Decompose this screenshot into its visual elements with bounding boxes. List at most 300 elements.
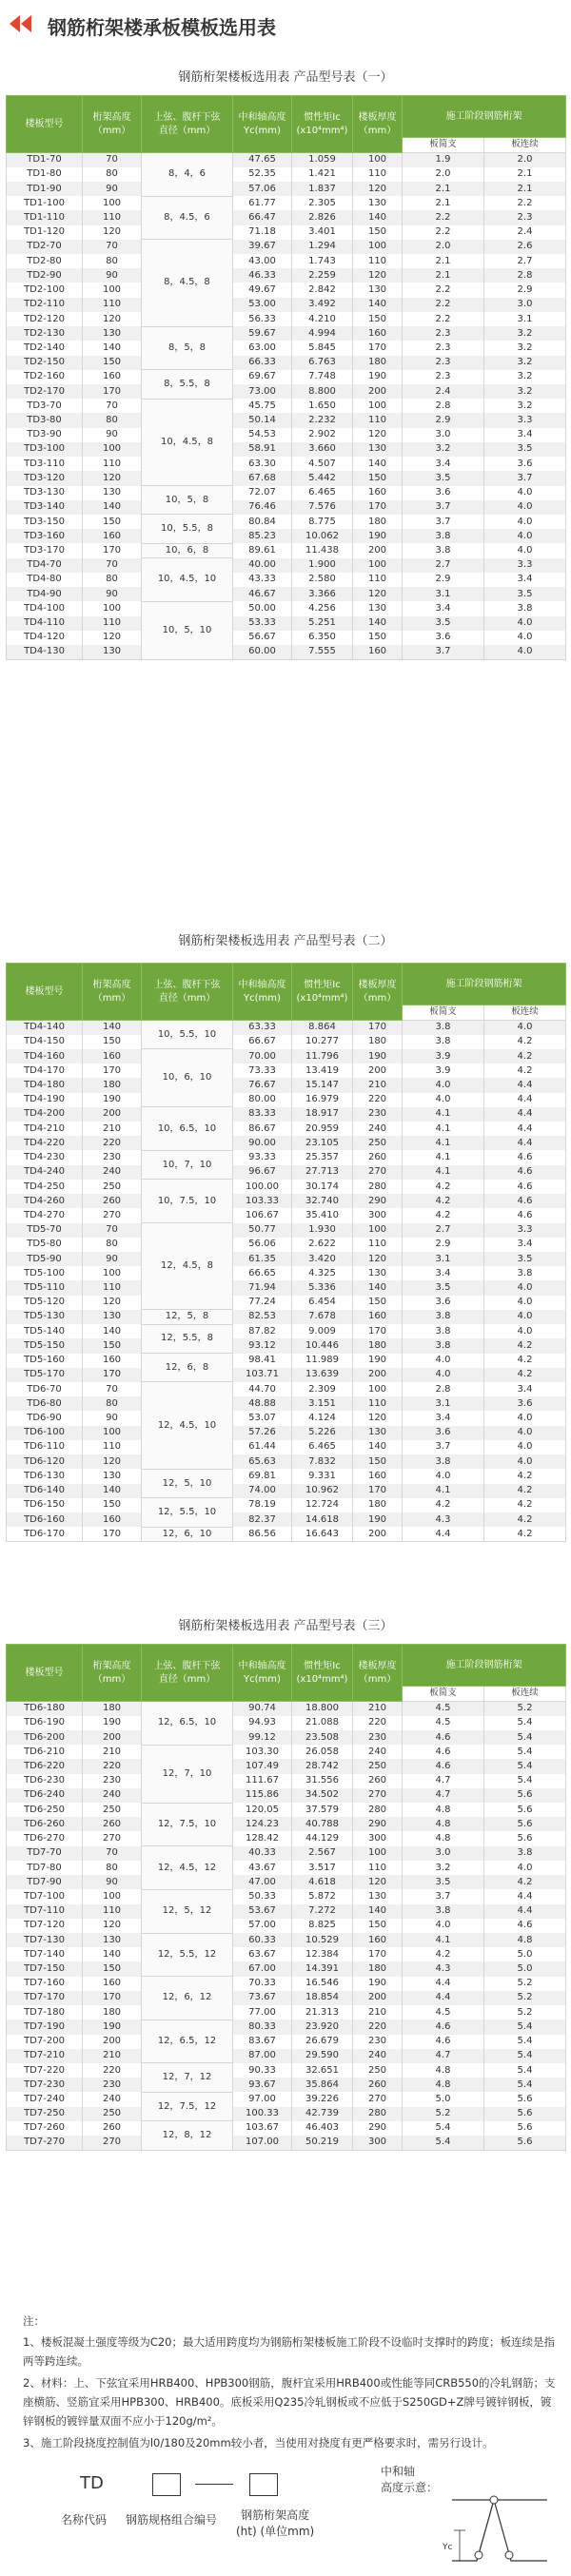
table-row bbox=[7, 2005, 566, 2020]
table-cell: 21.088 bbox=[292, 1716, 353, 1730]
table-cell: 260 bbox=[353, 2078, 403, 2092]
table-cell: 7.678 bbox=[292, 1310, 353, 1324]
table-cell: 3.7 bbox=[403, 500, 484, 515]
column-header: 楼板型号 bbox=[7, 1645, 83, 1702]
table-cell: 260 bbox=[83, 1194, 142, 1208]
bar-diameter-cell: 10，5.5，10 bbox=[142, 1021, 233, 1049]
table-row bbox=[7, 1977, 566, 1991]
table-cell: 124.23 bbox=[233, 1817, 292, 1831]
table-cell: 4.4 bbox=[484, 1136, 566, 1150]
bar-diameter-cell: 10，4.5，10 bbox=[142, 558, 233, 602]
table-cell: 26.058 bbox=[292, 1745, 353, 1759]
table-cell: 300 bbox=[353, 1208, 403, 1222]
table-cell: 3.8 bbox=[403, 1310, 484, 1324]
table-cell: 35.864 bbox=[292, 2078, 353, 2092]
table-cell: 5.2 bbox=[403, 2107, 484, 2121]
table-cell: 250 bbox=[353, 2063, 403, 2078]
table-cell: TD7-270 bbox=[7, 2136, 83, 2150]
table-cell: 2.8 bbox=[403, 399, 484, 413]
table-cell: 2.8 bbox=[484, 268, 566, 283]
table-cell: 18.800 bbox=[292, 1702, 353, 1716]
table-cell: 4.1 bbox=[403, 1136, 484, 1150]
table-cell: 4.6 bbox=[403, 2035, 484, 2049]
table-cell: 8.775 bbox=[292, 515, 353, 529]
table-cell: 10.446 bbox=[292, 1338, 353, 1353]
table-row bbox=[7, 515, 566, 529]
table-cell: 240 bbox=[83, 2092, 142, 2106]
table-cell: TD4-170 bbox=[7, 1064, 83, 1078]
table-cell: 200 bbox=[353, 384, 403, 399]
table-cell: 3.0 bbox=[403, 1846, 484, 1861]
table-cell: 260 bbox=[353, 1150, 403, 1164]
table-row bbox=[7, 1396, 566, 1411]
table-row bbox=[7, 1991, 566, 2005]
table-cell: 170 bbox=[83, 1991, 142, 2005]
table-row bbox=[7, 529, 566, 543]
table-cell: 3.9 bbox=[403, 1049, 484, 1064]
table-cell: 5.6 bbox=[484, 1831, 566, 1845]
table-cell: 4.1 bbox=[403, 1165, 484, 1180]
table-cell: 97.00 bbox=[233, 2092, 292, 2106]
table-cell: 90.33 bbox=[233, 2063, 292, 2078]
table-cell: 170 bbox=[83, 543, 142, 557]
table-cell: 4.2 bbox=[484, 1469, 566, 1483]
table-cell: 180 bbox=[83, 1078, 142, 1092]
table-cell: 200 bbox=[353, 1991, 403, 2005]
table-title: 钢筋桁架楼板选用表 产品型号表（一） bbox=[178, 70, 393, 85]
table-cell: 4.6 bbox=[484, 1919, 566, 1933]
sub-column-header: 板简支 bbox=[403, 138, 484, 153]
table-cell: TD6-90 bbox=[7, 1411, 83, 1425]
table-row bbox=[7, 1759, 566, 1773]
table-cell: 66.67 bbox=[233, 1035, 292, 1049]
notes-title: 注： bbox=[23, 2314, 45, 2328]
table-cell: 46.67 bbox=[233, 587, 292, 601]
table-cell: 170 bbox=[353, 500, 403, 515]
table-cell: TD6-260 bbox=[7, 1817, 83, 1831]
table-cell: 4.325 bbox=[292, 1266, 353, 1280]
table-cell: TD4-80 bbox=[7, 573, 83, 587]
table-cell: 8.864 bbox=[292, 1021, 353, 1035]
table-cell: 4.256 bbox=[292, 601, 353, 615]
table-cell: TD6-110 bbox=[7, 1440, 83, 1454]
table-cell: TD4-250 bbox=[7, 1180, 83, 1194]
table-cell: 120 bbox=[83, 1296, 142, 1310]
table-cell: 106.67 bbox=[233, 1208, 292, 1222]
table-row bbox=[7, 1933, 566, 1947]
table-row bbox=[7, 1338, 566, 1353]
table-cell: 160 bbox=[353, 1310, 403, 1324]
table-cell: TD5-160 bbox=[7, 1354, 83, 1368]
table-cell: 210 bbox=[83, 1745, 142, 1759]
table-cell: 70.00 bbox=[233, 1049, 292, 1064]
table-cell: 5.4 bbox=[403, 2121, 484, 2136]
table-row bbox=[7, 486, 566, 500]
table-cell: 290 bbox=[353, 2121, 403, 2136]
table-cell: 230 bbox=[353, 1107, 403, 1122]
table-cell: 82.53 bbox=[233, 1310, 292, 1324]
table-cell: 140 bbox=[353, 210, 403, 224]
table-cell: 3.5 bbox=[484, 442, 566, 457]
table-cell: 3.420 bbox=[292, 1252, 353, 1266]
bar-diameter-cell: 8，4.5，8 bbox=[142, 240, 233, 326]
table-cell: 300 bbox=[353, 1831, 403, 1845]
table-row bbox=[7, 1846, 566, 1861]
table-cell: 2.580 bbox=[292, 573, 353, 587]
table-cell: 5.845 bbox=[292, 341, 353, 355]
table-cell: 4.1 bbox=[403, 1107, 484, 1122]
table-cell: 110 bbox=[83, 1904, 142, 1919]
table-cell: 4.2 bbox=[403, 1498, 484, 1512]
table-cell: 94.93 bbox=[233, 1716, 292, 1730]
table-cell: 180 bbox=[353, 1035, 403, 1049]
table-row bbox=[7, 1831, 566, 1845]
table-cell: 14.391 bbox=[292, 1961, 353, 1976]
table-cell: 140 bbox=[353, 1280, 403, 1295]
table-cell: 3.401 bbox=[292, 225, 353, 240]
table-cell: 57.06 bbox=[233, 182, 292, 196]
table-cell: 15.147 bbox=[292, 1078, 353, 1092]
table-cell: 140 bbox=[353, 1440, 403, 1454]
table-row bbox=[7, 2035, 566, 2049]
table-cell: 2.2 bbox=[403, 312, 484, 326]
table-cell: 190 bbox=[353, 1512, 403, 1527]
table-cell: 78.19 bbox=[233, 1498, 292, 1512]
table-cell: 49.67 bbox=[233, 283, 292, 297]
table-row bbox=[7, 428, 566, 442]
table-cell: 4.6 bbox=[403, 2020, 484, 2034]
table-cell: 3.1 bbox=[403, 587, 484, 601]
table-cell: 23.105 bbox=[292, 1136, 353, 1150]
table-cell: 120 bbox=[353, 428, 403, 442]
table-cell: 53.67 bbox=[233, 1904, 292, 1919]
table-cell: TD6-150 bbox=[7, 1498, 83, 1512]
table-cell: TD6-130 bbox=[7, 1469, 83, 1483]
table-cell: 220 bbox=[353, 1716, 403, 1730]
table-cell: 4.2 bbox=[484, 1368, 566, 1382]
table-cell: 53.07 bbox=[233, 1411, 292, 1425]
table-cell: 3.660 bbox=[292, 442, 353, 457]
table-cell: 86.67 bbox=[233, 1122, 292, 1136]
table-cell: 3.6 bbox=[403, 631, 484, 645]
table-row bbox=[7, 1889, 566, 1903]
table-cell: 140 bbox=[353, 616, 403, 631]
table-cell: 8.825 bbox=[292, 1919, 353, 1933]
table-row bbox=[7, 616, 566, 631]
table-cell: 240 bbox=[83, 1788, 142, 1803]
table-cell: 150 bbox=[353, 1919, 403, 1933]
table-cell: 5.872 bbox=[292, 1889, 353, 1903]
table-cell: 4.3 bbox=[403, 1961, 484, 1976]
table-cell: TD6-180 bbox=[7, 1702, 83, 1716]
table-cell: 4.4 bbox=[484, 1904, 566, 1919]
table-cell: TD5-110 bbox=[7, 1280, 83, 1295]
table-row bbox=[7, 442, 566, 457]
table-cell: 13.419 bbox=[292, 1064, 353, 1078]
table-row bbox=[7, 225, 566, 240]
table-cell: 3.0 bbox=[403, 428, 484, 442]
table-row bbox=[7, 268, 566, 283]
table-cell: 56.06 bbox=[233, 1238, 292, 1252]
table-cell: TD4-100 bbox=[7, 601, 83, 615]
table-cell: 210 bbox=[83, 1122, 142, 1136]
table-cell: 260 bbox=[353, 1774, 403, 1788]
table-cell: 5.2 bbox=[484, 1702, 566, 1716]
table-cell: TD6-70 bbox=[7, 1382, 83, 1396]
table-cell: 10.962 bbox=[292, 1484, 353, 1498]
table-cell: 63.00 bbox=[233, 341, 292, 355]
table-row bbox=[7, 1136, 566, 1150]
table-cell: TD4-110 bbox=[7, 616, 83, 631]
table-cell: 190 bbox=[83, 1093, 142, 1107]
table-row bbox=[7, 1527, 566, 1541]
table-cell: 63.67 bbox=[233, 1947, 292, 1961]
table-cell: 4.6 bbox=[484, 1208, 566, 1222]
table-cell: 120 bbox=[353, 182, 403, 196]
table-cell: 2.309 bbox=[292, 1382, 353, 1396]
column-header: 桁架高度 （mm） bbox=[83, 1645, 142, 1702]
table-cell: TD2-130 bbox=[7, 326, 83, 341]
table-cell: 110 bbox=[83, 1440, 142, 1454]
table-cell: 87.82 bbox=[233, 1324, 292, 1338]
table-cell: 2.2 bbox=[484, 196, 566, 210]
table-cell: 100 bbox=[83, 442, 142, 457]
table-cell: 2.8 bbox=[403, 1382, 484, 1396]
model-legend bbox=[0, 2464, 571, 2576]
table-cell: 3.4 bbox=[403, 457, 484, 471]
table-cell: 2.305 bbox=[292, 196, 353, 210]
table-cell: 50.33 bbox=[233, 1889, 292, 1903]
table-cell: 4.8 bbox=[403, 2078, 484, 2092]
table-cell: 39.67 bbox=[233, 240, 292, 254]
table-cell: TD2-170 bbox=[7, 384, 83, 399]
table-cell: 4.7 bbox=[403, 1774, 484, 1788]
table-cell: 280 bbox=[353, 2107, 403, 2121]
table-cell: 120 bbox=[83, 225, 142, 240]
table-row bbox=[7, 1411, 566, 1425]
table-cell: 3.8 bbox=[484, 1846, 566, 1861]
table-cell: 100 bbox=[83, 196, 142, 210]
bar-diameter-cell: 12，7.5，10 bbox=[142, 1803, 233, 1846]
bar-diameter-cell: 12，7，10 bbox=[142, 1745, 233, 1803]
table-cell: 90.00 bbox=[233, 1136, 292, 1150]
bar-diameter-cell: 10，6.5，10 bbox=[142, 1107, 233, 1151]
table-cell: 5.2 bbox=[484, 1991, 566, 2005]
table-cell: 110 bbox=[353, 1861, 403, 1875]
bar-diameter-cell: 12，6.5，12 bbox=[142, 2020, 233, 2063]
bar-diameter-cell: 12，4.5，12 bbox=[142, 1846, 233, 1890]
table-cell: 18.917 bbox=[292, 1107, 353, 1122]
table-row bbox=[7, 1947, 566, 1961]
table-row bbox=[7, 167, 566, 182]
table-row bbox=[7, 2078, 566, 2092]
table-cell: 8.800 bbox=[292, 384, 353, 399]
table-cell: 5.4 bbox=[484, 1759, 566, 1773]
table-cell: 3.9 bbox=[403, 1064, 484, 1078]
table-cell: 3.3 bbox=[484, 1223, 566, 1238]
table-row bbox=[7, 1498, 566, 1512]
table-cell: 50.00 bbox=[233, 601, 292, 615]
table-cell: 2.1 bbox=[484, 182, 566, 196]
table-cell: 3.5 bbox=[403, 1280, 484, 1295]
table-cell: 46.403 bbox=[292, 2121, 353, 2136]
table-cell: 65.63 bbox=[233, 1454, 292, 1469]
table-title: 钢筋桁架楼板选用表 产品型号表（二） bbox=[178, 934, 393, 948]
table-cell: 240 bbox=[353, 1122, 403, 1136]
table-cell: 230 bbox=[353, 1730, 403, 1745]
table-cell: 40.788 bbox=[292, 1817, 353, 1831]
table-cell: 120 bbox=[83, 471, 142, 485]
table-cell: 98.41 bbox=[233, 1354, 292, 1368]
table-row bbox=[7, 1238, 566, 1252]
table-cell: 160 bbox=[353, 1933, 403, 1947]
table-cell: 80 bbox=[83, 1238, 142, 1252]
table-cell: 9.331 bbox=[292, 1469, 353, 1483]
table-cell: TD3-80 bbox=[7, 413, 83, 427]
table-cell: 4.0 bbox=[403, 1093, 484, 1107]
table-cell: 130 bbox=[83, 1469, 142, 1483]
table-cell: 2.3 bbox=[484, 210, 566, 224]
table-cell: 1.650 bbox=[292, 399, 353, 413]
table-cell: TD1-90 bbox=[7, 182, 83, 196]
table-cell: 10.277 bbox=[292, 1035, 353, 1049]
table-cell: 130 bbox=[353, 601, 403, 615]
legend-code-label: 名称代码 bbox=[61, 2513, 108, 2527]
table-cell: 270 bbox=[353, 1165, 403, 1180]
column-header: 上弦、腹杆下弦 直径（mm） bbox=[142, 1645, 233, 1702]
table-cell: 160 bbox=[83, 370, 142, 384]
table-cell: 50.77 bbox=[233, 1223, 292, 1238]
table-cell: 57.00 bbox=[233, 1919, 292, 1933]
table-cell: 200 bbox=[353, 543, 403, 557]
table-cell: 120 bbox=[353, 587, 403, 601]
table-cell: 5.6 bbox=[484, 2121, 566, 2136]
table-cell: 21.313 bbox=[292, 2005, 353, 2020]
table-row bbox=[7, 1324, 566, 1338]
table-row bbox=[7, 1180, 566, 1194]
table-cell: 71.18 bbox=[233, 225, 292, 240]
legend-dash bbox=[195, 2484, 233, 2485]
table-cell: TD4-140 bbox=[7, 1021, 83, 1035]
table-cell: 23.920 bbox=[292, 2020, 353, 2034]
table-cell: 130 bbox=[353, 442, 403, 457]
table-cell: 90 bbox=[83, 428, 142, 442]
table-cell: 3.7 bbox=[403, 1440, 484, 1454]
table-cell: 3.2 bbox=[484, 341, 566, 355]
table-cell: 103.71 bbox=[233, 1368, 292, 1382]
table-cell: 47.00 bbox=[233, 1875, 292, 1889]
table-cell: 100 bbox=[353, 558, 403, 573]
table-row bbox=[7, 1296, 566, 1310]
table-cell: TD5-150 bbox=[7, 1338, 83, 1353]
table-cell: TD5-100 bbox=[7, 1266, 83, 1280]
chevron-left-icon bbox=[21, 15, 31, 32]
table-cell: 13.639 bbox=[292, 1368, 353, 1382]
table-cell: 90.74 bbox=[233, 1702, 292, 1716]
table-cell: TD7-250 bbox=[7, 2107, 83, 2121]
table-cell: 190 bbox=[353, 529, 403, 543]
table-cell: 3.4 bbox=[403, 601, 484, 615]
table-cell: 3.8 bbox=[403, 1904, 484, 1919]
table-cell: 150 bbox=[83, 1498, 142, 1512]
table-cell: 280 bbox=[353, 1803, 403, 1817]
table-cell: TD7-90 bbox=[7, 1875, 83, 1889]
table-cell: 93.67 bbox=[233, 2078, 292, 2092]
table-cell: 120 bbox=[353, 1252, 403, 1266]
table-cell: 4.5 bbox=[403, 1716, 484, 1730]
table-cell: 3.5 bbox=[484, 1252, 566, 1266]
table-cell: 80 bbox=[83, 413, 142, 427]
table-cell: 200 bbox=[83, 1107, 142, 1122]
table-cell: 70 bbox=[83, 153, 142, 167]
table-cell: 240 bbox=[353, 1745, 403, 1759]
table-row bbox=[7, 1064, 566, 1078]
table-cell: 150 bbox=[83, 1961, 142, 1976]
table-cell: 2.2 bbox=[403, 298, 484, 312]
table-cell: 170 bbox=[83, 1064, 142, 1078]
table-cell: 63.33 bbox=[233, 1021, 292, 1035]
table-cell: 4.2 bbox=[403, 1180, 484, 1194]
table-cell: 4.6 bbox=[403, 1759, 484, 1773]
table-cell: TD4-260 bbox=[7, 1194, 83, 1208]
table-cell: TD3-140 bbox=[7, 500, 83, 515]
table-cell: 4.2 bbox=[403, 1208, 484, 1222]
table-cell: 3.7 bbox=[403, 1889, 484, 1903]
table-row bbox=[7, 2092, 566, 2106]
table-row bbox=[7, 240, 566, 254]
table-cell: 82.37 bbox=[233, 1512, 292, 1527]
table-cell: 140 bbox=[83, 1324, 142, 1338]
table-cell: 4.2 bbox=[484, 1484, 566, 1498]
column-header: 楼板厚度 （mm） bbox=[353, 1645, 403, 1702]
column-header: 惯性矩Ic (x10⁴mm⁴) bbox=[292, 1645, 353, 1702]
column-header: 上弦、腹杆下弦 直径（mm） bbox=[142, 96, 233, 153]
spec-table bbox=[6, 1644, 566, 2151]
table-cell: 180 bbox=[353, 515, 403, 529]
table-cell: 42.739 bbox=[292, 2107, 353, 2121]
table-row bbox=[7, 1280, 566, 1295]
table-row bbox=[7, 2020, 566, 2034]
table-cell: 2.0 bbox=[484, 153, 566, 167]
table-row bbox=[7, 356, 566, 370]
table-row bbox=[7, 1730, 566, 1745]
table-cell: 80 bbox=[83, 573, 142, 587]
table-cell: 4.0 bbox=[484, 616, 566, 631]
table-cell: TD6-170 bbox=[7, 1527, 83, 1541]
table-cell: 4.8 bbox=[403, 1831, 484, 1845]
table-cell: 44.70 bbox=[233, 1382, 292, 1396]
table-row bbox=[7, 645, 566, 659]
table-row bbox=[7, 2136, 566, 2150]
table-cell: 3.6 bbox=[403, 1426, 484, 1440]
table-cell: 4.2 bbox=[484, 1064, 566, 1078]
table-row bbox=[7, 1919, 566, 1933]
table-cell: 18.854 bbox=[292, 1991, 353, 2005]
table-cell: 260 bbox=[83, 2121, 142, 2136]
table-cell: 250 bbox=[83, 1180, 142, 1194]
table-cell: 3.0 bbox=[484, 298, 566, 312]
table-cell: 5.4 bbox=[484, 2035, 566, 2049]
sub-column-header: 板连续 bbox=[484, 1687, 566, 1702]
table-cell: 140 bbox=[83, 500, 142, 515]
table-row bbox=[7, 196, 566, 210]
table-cell: 4.0 bbox=[484, 1324, 566, 1338]
table-cell: 2.9 bbox=[403, 413, 484, 427]
table-cell: 3.517 bbox=[292, 1861, 353, 1875]
bar-diameter-cell: 8，5.5，8 bbox=[142, 370, 233, 399]
table-row bbox=[7, 587, 566, 601]
table-cell: 160 bbox=[353, 645, 403, 659]
